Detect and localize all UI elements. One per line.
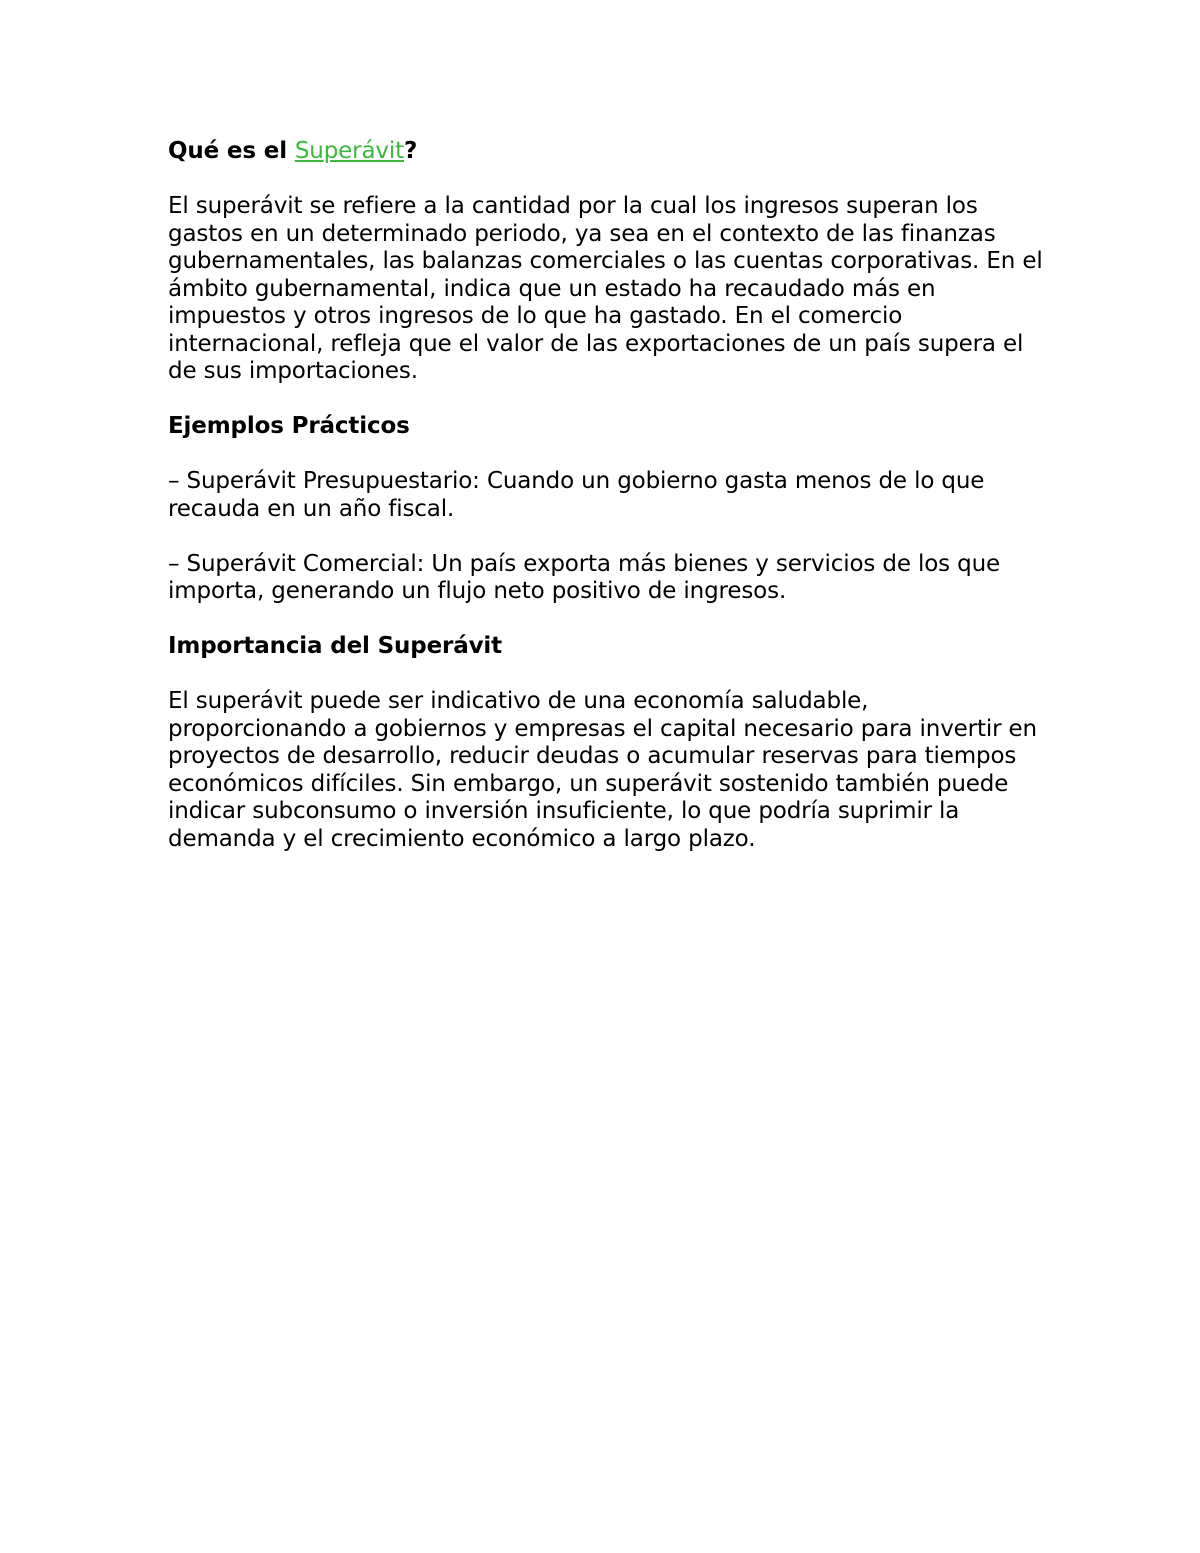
title-suffix: ? bbox=[403, 138, 418, 164]
example-item-budget: – Superávit Presupuestario: Cuando un gobierno gasta menos de lo que recauda en un año fiscal. bbox=[168, 468, 985, 522]
spacer bbox=[168, 166, 1048, 194]
examples-heading: Ejemplos Prácticos bbox=[168, 413, 410, 439]
intro-paragraph: El superávit se refiere a la cantidad por la cual los ingresos superan los gastos en un determinado periodo, ya sea en el contexto de las finanzas gubernamentales, las balanzas comerciales o las cuentas corporativas. En el ámbito gubernamental, indica que un estado ha recaudado más en impuestos y otros ingresos de lo que ha gastado. En el comercio internacional, refleja que el valor de las exportaciones de un país supera el de sus importaciones. bbox=[168, 193, 1043, 384]
spacer bbox=[168, 441, 1048, 469]
importance-heading: Importancia del Superávit bbox=[168, 633, 503, 659]
spacer bbox=[168, 661, 1048, 689]
title-prefix: Qué es el bbox=[168, 138, 295, 164]
importance-paragraph: El superávit puede ser indicativo de una economía saludable, proporcionando a gobiernos y empresas el capital necesario para invertir en proyectos de desarrollo, reducir deudas o acumular reservas para tiempos económicos difíciles. Sin embargo, un superávit sostenido también puede indicar subconsumo o inversión insuficiente, lo que podría suprimir la demanda y el crecimiento económico a largo plazo. bbox=[168, 688, 1037, 852]
spacer bbox=[168, 523, 1048, 551]
spacer bbox=[168, 386, 1048, 414]
superavit-link[interactable]: Superávit bbox=[294, 138, 404, 164]
spacer bbox=[168, 606, 1048, 634]
document-page bbox=[168, 138, 1048, 853]
document-title bbox=[168, 138, 1048, 166]
example-item-trade: – Superávit Comercial: Un país exporta más bienes y servicios de los que importa, generando un flujo neto positivo de ingresos. bbox=[168, 550, 1001, 604]
